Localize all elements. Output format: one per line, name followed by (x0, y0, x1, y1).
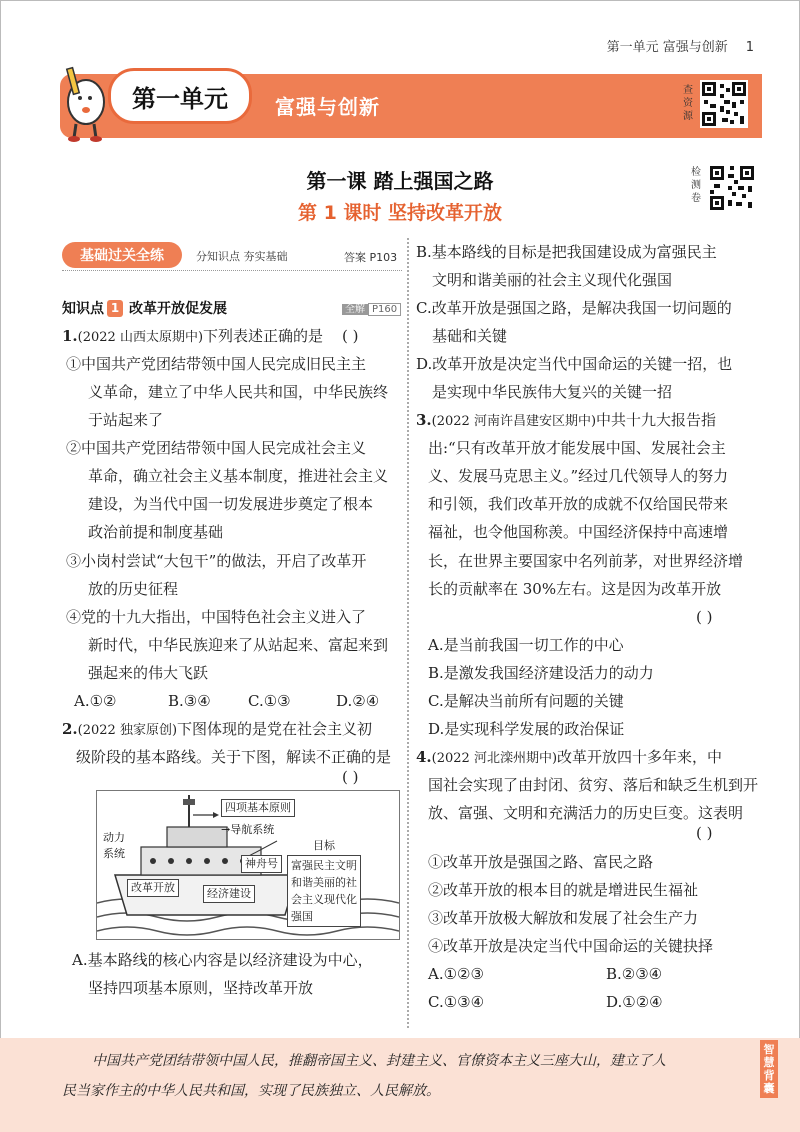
ref-tag: 全解 (342, 304, 368, 315)
q3-stem-line: 长的贡献率在 30%左右。这是因为改革开放 (428, 580, 722, 598)
wisdom-tab: 智慧背囊 (760, 1040, 778, 1098)
running-header (607, 36, 754, 55)
question-text: 下图体现的是党在社会主义初 (177, 720, 373, 738)
q1-item-line: 强起来的伟大飞跃 (88, 664, 209, 682)
question-source: (2022 河北滦州期中) (431, 751, 558, 766)
q4-option-d[interactable]: D.①②④ (606, 993, 663, 1011)
q4-option-c[interactable]: C.①③④ (428, 993, 485, 1011)
diagram-power-label-2: 系统 (103, 847, 125, 860)
ship-diagram (96, 790, 400, 940)
q2-option-c-cont: 基础和关键 (432, 327, 508, 345)
unit-title: 富强与创新 (275, 95, 380, 119)
diagram-target-label: 目标 (313, 839, 335, 852)
q3-option-b[interactable]: B.是激发我国经济建设活力的动力 (428, 664, 654, 682)
section-subtitle: 分知识点 夯实基础 (196, 250, 288, 263)
question-number: 2. (62, 720, 78, 738)
qr-resource-label: 查资源 (683, 85, 693, 122)
question-1-stem (62, 326, 323, 348)
q4-stem-line: 放、富强、文明和充满活力的历史巨变。这表明 (428, 804, 744, 822)
question-text: 改革开放四十多年来，中 (557, 748, 723, 766)
qr-code-icon[interactable] (700, 80, 748, 128)
answer-reference: 答案 P103 (344, 251, 398, 264)
answer-paren: ( ) (342, 768, 359, 786)
wisdom-footer (0, 1038, 800, 1132)
q2-option-c[interactable]: C.改革开放是强国之路，是解决我国一切问题的 (416, 299, 732, 317)
q1-item-line: 放的历史征程 (88, 580, 179, 598)
goal-line: 富强民主文明 (291, 859, 357, 872)
q1-option-c[interactable]: C.①③ (248, 692, 291, 710)
q1-item-line: ④党的十九大指出，中国特色社会主义进入了 (66, 608, 367, 626)
goal-line: 强国 (291, 910, 313, 923)
question-source: (2022 山西太原期中) (77, 330, 204, 345)
answer-paren: ( ) (696, 824, 713, 842)
knowledge-point-label: 知识点 (62, 301, 104, 317)
unit-label: 第一单元 (108, 68, 252, 124)
q1-item-line: 革命，确立社会主义基本制度，推进社会主义 (88, 467, 389, 485)
full-solution-tag (342, 300, 401, 315)
ref-page: P160 (368, 303, 401, 316)
question-number: 4. (416, 748, 432, 766)
diagram-ship-name: 神舟号 (241, 855, 282, 873)
q2-option-b[interactable]: B.基本路线的目标是把我国建设成为富强民主 (416, 243, 717, 261)
question-2-stem-line: 级阶段的基本路线。关于下图，解读不正确的是 (76, 748, 392, 766)
q3-stem-line: 和引领，我们改革开放的成就不仅给国民带来 (428, 495, 729, 513)
footer-line: 中国共产党团结带领中国人民，推翻帝国主义、封建主义、官僚资本主义三座大山，建立了人 (92, 1053, 666, 1069)
question-3-stem (416, 410, 716, 432)
q2-option-d[interactable]: D.改革开放是决定当代中国命运的关键一招，也 (416, 355, 733, 373)
question-text: 中共十九大报告指 (596, 411, 717, 429)
q4-item: ①改革开放是强国之路、富民之路 (428, 853, 654, 871)
page-number: 1 (745, 40, 754, 55)
answer-paren: ( ) (696, 608, 713, 626)
question-2-stem (62, 719, 372, 741)
lesson-title: 第一课 踏上强国之路 (306, 169, 494, 193)
q3-stem-line: 出:“只有改革开放才能发展中国、发展社会主 (428, 439, 726, 457)
q3-stem-line: 福祉，也令他国称羡。中国经济保持中高速增 (428, 523, 729, 541)
q2-option-b-cont: 文明和谐美丽的社会主义现代化强国 (432, 271, 673, 289)
q1-item-line: ②中国共产党团结带领中国人民完成社会主义 (66, 439, 367, 457)
diagram-reform-label: 改革开放 (127, 879, 179, 897)
knowledge-point (62, 298, 227, 318)
q1-item-line: 义革命，建立了中华人民共和国，中华民族终 (88, 383, 389, 401)
running-title: 第一单元 富强与创新 (606, 40, 728, 55)
q3-stem-line: 长，在世界主要国家中名列前茅，对世界经济增 (428, 552, 744, 570)
diagram-nav-label: →导航系统 (221, 823, 275, 836)
q3-option-a[interactable]: A.是当前我国一切工作的中心 (428, 636, 624, 654)
q3-option-c[interactable]: C.是解决当前所有问题的关键 (428, 692, 624, 710)
q1-item-line: ③小岗村尝试“大包干”的做法，开启了改革开 (66, 552, 367, 570)
qr-test-label: 检测卷 (691, 167, 701, 204)
q1-item-line: 于站起来了 (88, 411, 164, 429)
goal-line: 会主义现代化 (291, 893, 357, 906)
knowledge-point-title: 改革开放促发展 (129, 301, 227, 317)
q3-option-d[interactable]: D.是实现科学发展的政治保证 (428, 720, 625, 738)
q1-option-a[interactable]: A.①② (74, 692, 117, 710)
diagram-power-label-1: 动力 (103, 831, 125, 844)
footer-line: 民当家作主的中华人民共和国，实现了民族独立、人民解放。 (62, 1083, 440, 1099)
qr-code-icon[interactable] (708, 164, 756, 212)
q1-option-b[interactable]: B.③④ (168, 692, 211, 710)
knowledge-point-number: 1 (107, 300, 123, 317)
q1-item-line: ①中国共产党团结带领中国人民完成旧民主主 (66, 355, 367, 373)
diagram-principles-label: 四项基本原则 (221, 799, 295, 817)
q4-item: ④改革开放是决定当代中国命运的关键抉择 (428, 937, 714, 955)
diagram-nav-text: 导航系统 (230, 823, 275, 836)
section-pill: 基础过关全练 (62, 242, 182, 268)
q1-item-line: 新时代，中华民族迎来了从站起来、富起来到 (88, 636, 389, 654)
column-divider (407, 238, 409, 1028)
q4-item: ③改革开放极大解放和发展了社会生产力 (428, 909, 699, 927)
q2-option-a[interactable]: A.基本路线的核心内容是以经济建设为中心， (72, 951, 373, 969)
q1-option-d[interactable]: D.②④ (336, 692, 380, 710)
question-text: 下列表述正确的是 (203, 327, 324, 345)
question-number: 3. (416, 411, 432, 429)
lesson-subtitle: 第 1 课时 坚持改革开放 (297, 202, 503, 224)
q4-option-a[interactable]: A.①②③ (428, 965, 484, 983)
question-4-stem (416, 747, 722, 769)
question-number: 1. (62, 327, 78, 345)
q2-option-a-cont: 坚持四项基本原则，坚持改革开放 (88, 979, 314, 997)
question-source: (2022 独家原创) (77, 723, 178, 738)
q2-option-d-cont: 是实现中华民族伟大复兴的关键一招 (432, 383, 673, 401)
goal-line: 和谐美丽的社 (291, 876, 357, 889)
q1-item-line: 政治前提和制度基础 (88, 523, 224, 541)
q4-item: ②改革开放的根本目的就是增进民生福祉 (428, 881, 699, 899)
answer-paren: ( ) (342, 327, 359, 345)
q1-item-line: 建设，为当代中国一切发展进步奠定了根本 (88, 495, 374, 513)
question-source: (2022 河南许昌建安区期中) (431, 414, 597, 429)
q4-stem-line: 国社会实现了由封闭、贫穷、落后和缺乏生机到开 (428, 776, 759, 794)
diagram-goal-box (287, 855, 361, 927)
diagram-economy-label: 经济建设 (203, 885, 255, 903)
q3-stem-line: 义、发展马克思主义。”经过几代领导人的努力 (428, 467, 729, 485)
q4-option-b[interactable]: B.②③④ (606, 965, 663, 983)
mascot-icon (56, 62, 112, 142)
